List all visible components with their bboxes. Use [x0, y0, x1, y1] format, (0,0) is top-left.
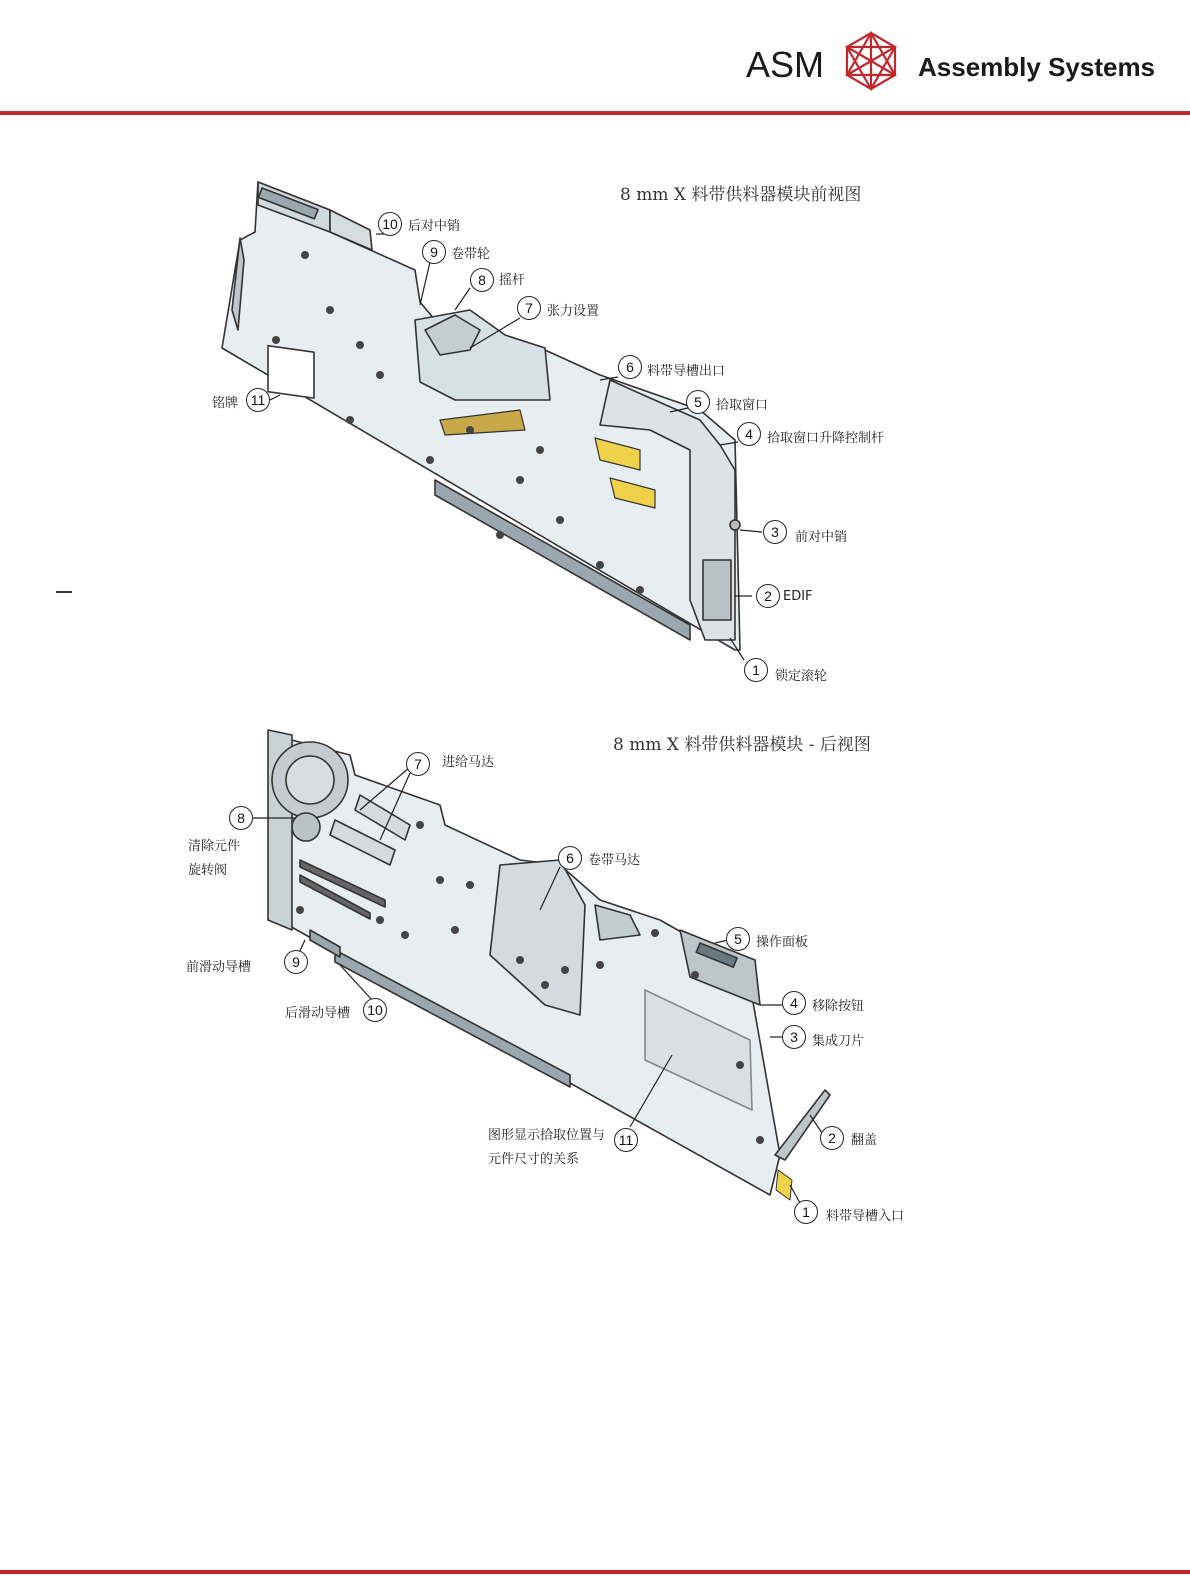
callout-number: 1 — [744, 658, 768, 682]
rear-view-figure — [0, 715, 1190, 1235]
front-view-figure — [0, 170, 1190, 700]
callout-number: 4 — [782, 991, 806, 1015]
callout-number: 3 — [763, 520, 787, 544]
callout-label: 元件尺寸的关系 — [488, 1152, 580, 1167]
callout-number: 7 — [517, 296, 541, 320]
callout-label: 前滑动导槽 — [186, 960, 252, 975]
header-rule — [0, 111, 1190, 115]
callout-number: 10 — [378, 212, 402, 236]
callout-number: 8 — [470, 268, 494, 292]
callout-label: 后对中销 — [408, 219, 461, 234]
rear-view-illustration — [0, 715, 1190, 1235]
callout-label: 旋转阀 — [188, 863, 228, 878]
callout-label: 卷带轮 — [451, 247, 491, 262]
front-view-title: 8 mm X 料带供料器模块前视图 — [620, 185, 862, 205]
callout-label: 翻盖 — [851, 1133, 878, 1148]
callout-label: EDIF — [783, 589, 813, 604]
callout-number: 9 — [422, 240, 446, 264]
callout-label: 集成刀片 — [812, 1034, 865, 1049]
callout-number: 5 — [686, 390, 710, 414]
front-view-illustration — [0, 170, 1190, 700]
callout-label: 清除元件 — [188, 839, 241, 854]
callout-label: 拾取窗口 — [716, 398, 769, 413]
footer-rule — [0, 1570, 1190, 1574]
callout-label: 图形显示拾取位置与 — [488, 1128, 606, 1143]
brand-name: Assembly Systems — [918, 52, 1156, 82]
callout-number: 5 — [726, 927, 750, 951]
callout-number: 2 — [820, 1126, 844, 1150]
callout-label: 拾取窗口升降控制杆 — [767, 431, 885, 446]
page-header — [0, 0, 1190, 115]
callout-number: 4 — [737, 422, 761, 446]
callout-label: 进给马达 — [442, 755, 495, 770]
callout-number: 10 — [363, 998, 387, 1022]
callout-number: 1 — [794, 1200, 818, 1224]
callout-number: 11 — [246, 388, 270, 412]
callout-label: 后滑动导槽 — [285, 1006, 351, 1021]
callout-number: 8 — [229, 806, 253, 830]
callout-number: 3 — [782, 1025, 806, 1049]
callout-number: 6 — [558, 846, 582, 870]
callout-label: 铭牌 — [212, 396, 239, 411]
callout-label: 移除按钮 — [812, 999, 865, 1014]
brand-short: ASM — [746, 44, 825, 85]
callout-number: 11 — [614, 1128, 638, 1152]
callout-label: 前对中销 — [795, 530, 848, 545]
callout-number: 6 — [618, 355, 642, 379]
callout-label: 料带导槽出口 — [647, 364, 726, 379]
callout-label: 料带导槽入口 — [826, 1209, 905, 1224]
callout-label: 锁定滚轮 — [775, 669, 828, 684]
rear-view-title: 8 mm X 料带供料器模块 - 后视图 — [613, 735, 871, 755]
callout-label: 张力设置 — [547, 304, 600, 319]
callout-label: 卷带马达 — [588, 853, 641, 868]
callout-number: 9 — [284, 950, 308, 974]
callout-label: 操作面板 — [756, 935, 809, 950]
callout-number: 2 — [756, 584, 780, 608]
asm-logo-icon — [842, 30, 900, 92]
callout-label: 摇杆 — [499, 273, 526, 288]
callout-number: 7 — [406, 752, 430, 776]
